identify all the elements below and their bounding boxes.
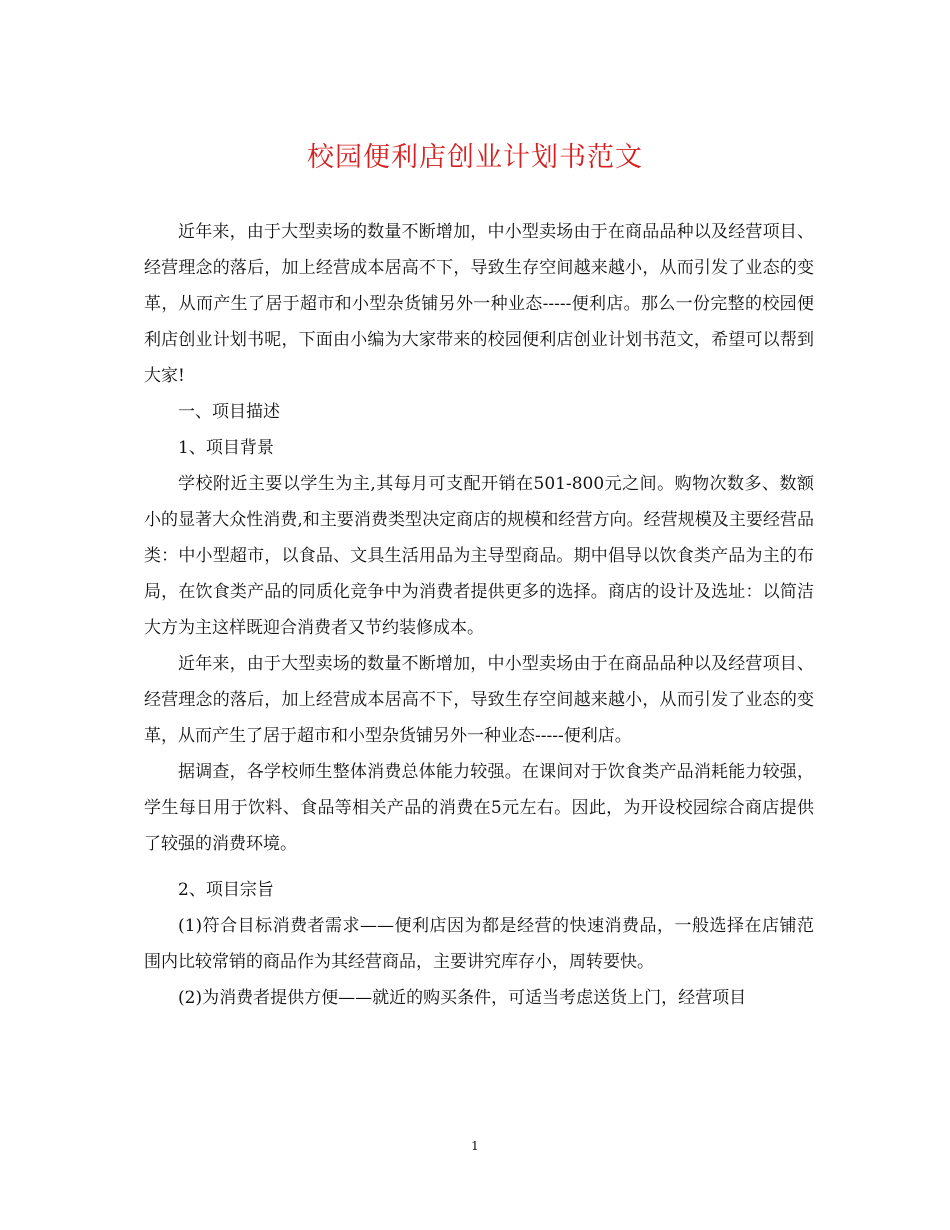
heading-project-purpose: 2、项目宗旨	[178, 880, 274, 900]
paragraph-market-change: 近年来，由于大型卖场的数量不断增加，中小型卖场由于在商品品种以及经营项目、经营理念的落后，加上经营成本居高不下，导致生存空间越来越小，从而引发了业态的变革，从而产生了居于超市和小型杂货铺另外一种业态-----便利店。	[144, 654, 814, 746]
heading-project-background: 1、项目背景	[178, 438, 274, 458]
document-title: 校园便利店创业计划书范文	[307, 142, 643, 173]
paragraph-background: 学校附近主要以学生为主,其每月可支配开销在501-800元之间。购物次数多、数额小的显著大众性消费,和主要消费类型决定商店的规模和经营方向。经营规模及主要经营品类：中小型超市，以食品、文具生活用品为主导型商品。期中倡导以饮食类产品为主的布局，在饮食类产品的同质化竞争中为消费者提供更多的选择。商店的设计及选址：以简洁大方为主这样既迎合消费者又节约装修成本。	[144, 474, 814, 638]
paragraph-survey: 据调查，各学校师生整体消费总体能力较强。在课间对于饮食类产品消耗能力较强，学生每日用于饮料、食品等相关产品的消费在5元左右。因此，为开设校园综合商店提供了较强的消费环境。	[144, 762, 814, 854]
page-number: 1	[471, 1139, 479, 1153]
document-body	[144, 214, 814, 1016]
paragraph-purpose-1: (1)符合目标消费者需求——便利店因为都是经营的快速消费品，一般选择在店铺范围内比较常销的商品作为其经营商品，主要讲究库存小，周转要快。	[144, 916, 814, 972]
paragraph-intro: 近年来，由于大型卖场的数量不断增加，中小型卖场由于在商品品种以及经营项目、经营理念的落后，加上经营成本居高不下，导致生存空间越来越小，从而引发了业态的变革，从而产生了居于超市和小型杂货铺另外一种业态-----便利店。那么一份完整的校园便利店创业计划书呢，下面由小编为大家带来的校园便利店创业计划书范文，希望可以帮到大家!	[144, 222, 814, 386]
paragraph-purpose-2: (2)为消费者提供方便——就近的购买条件，可适当考虑送货上门，经营项目	[178, 988, 747, 1008]
heading-project-description: 一、项目描述	[178, 402, 280, 422]
